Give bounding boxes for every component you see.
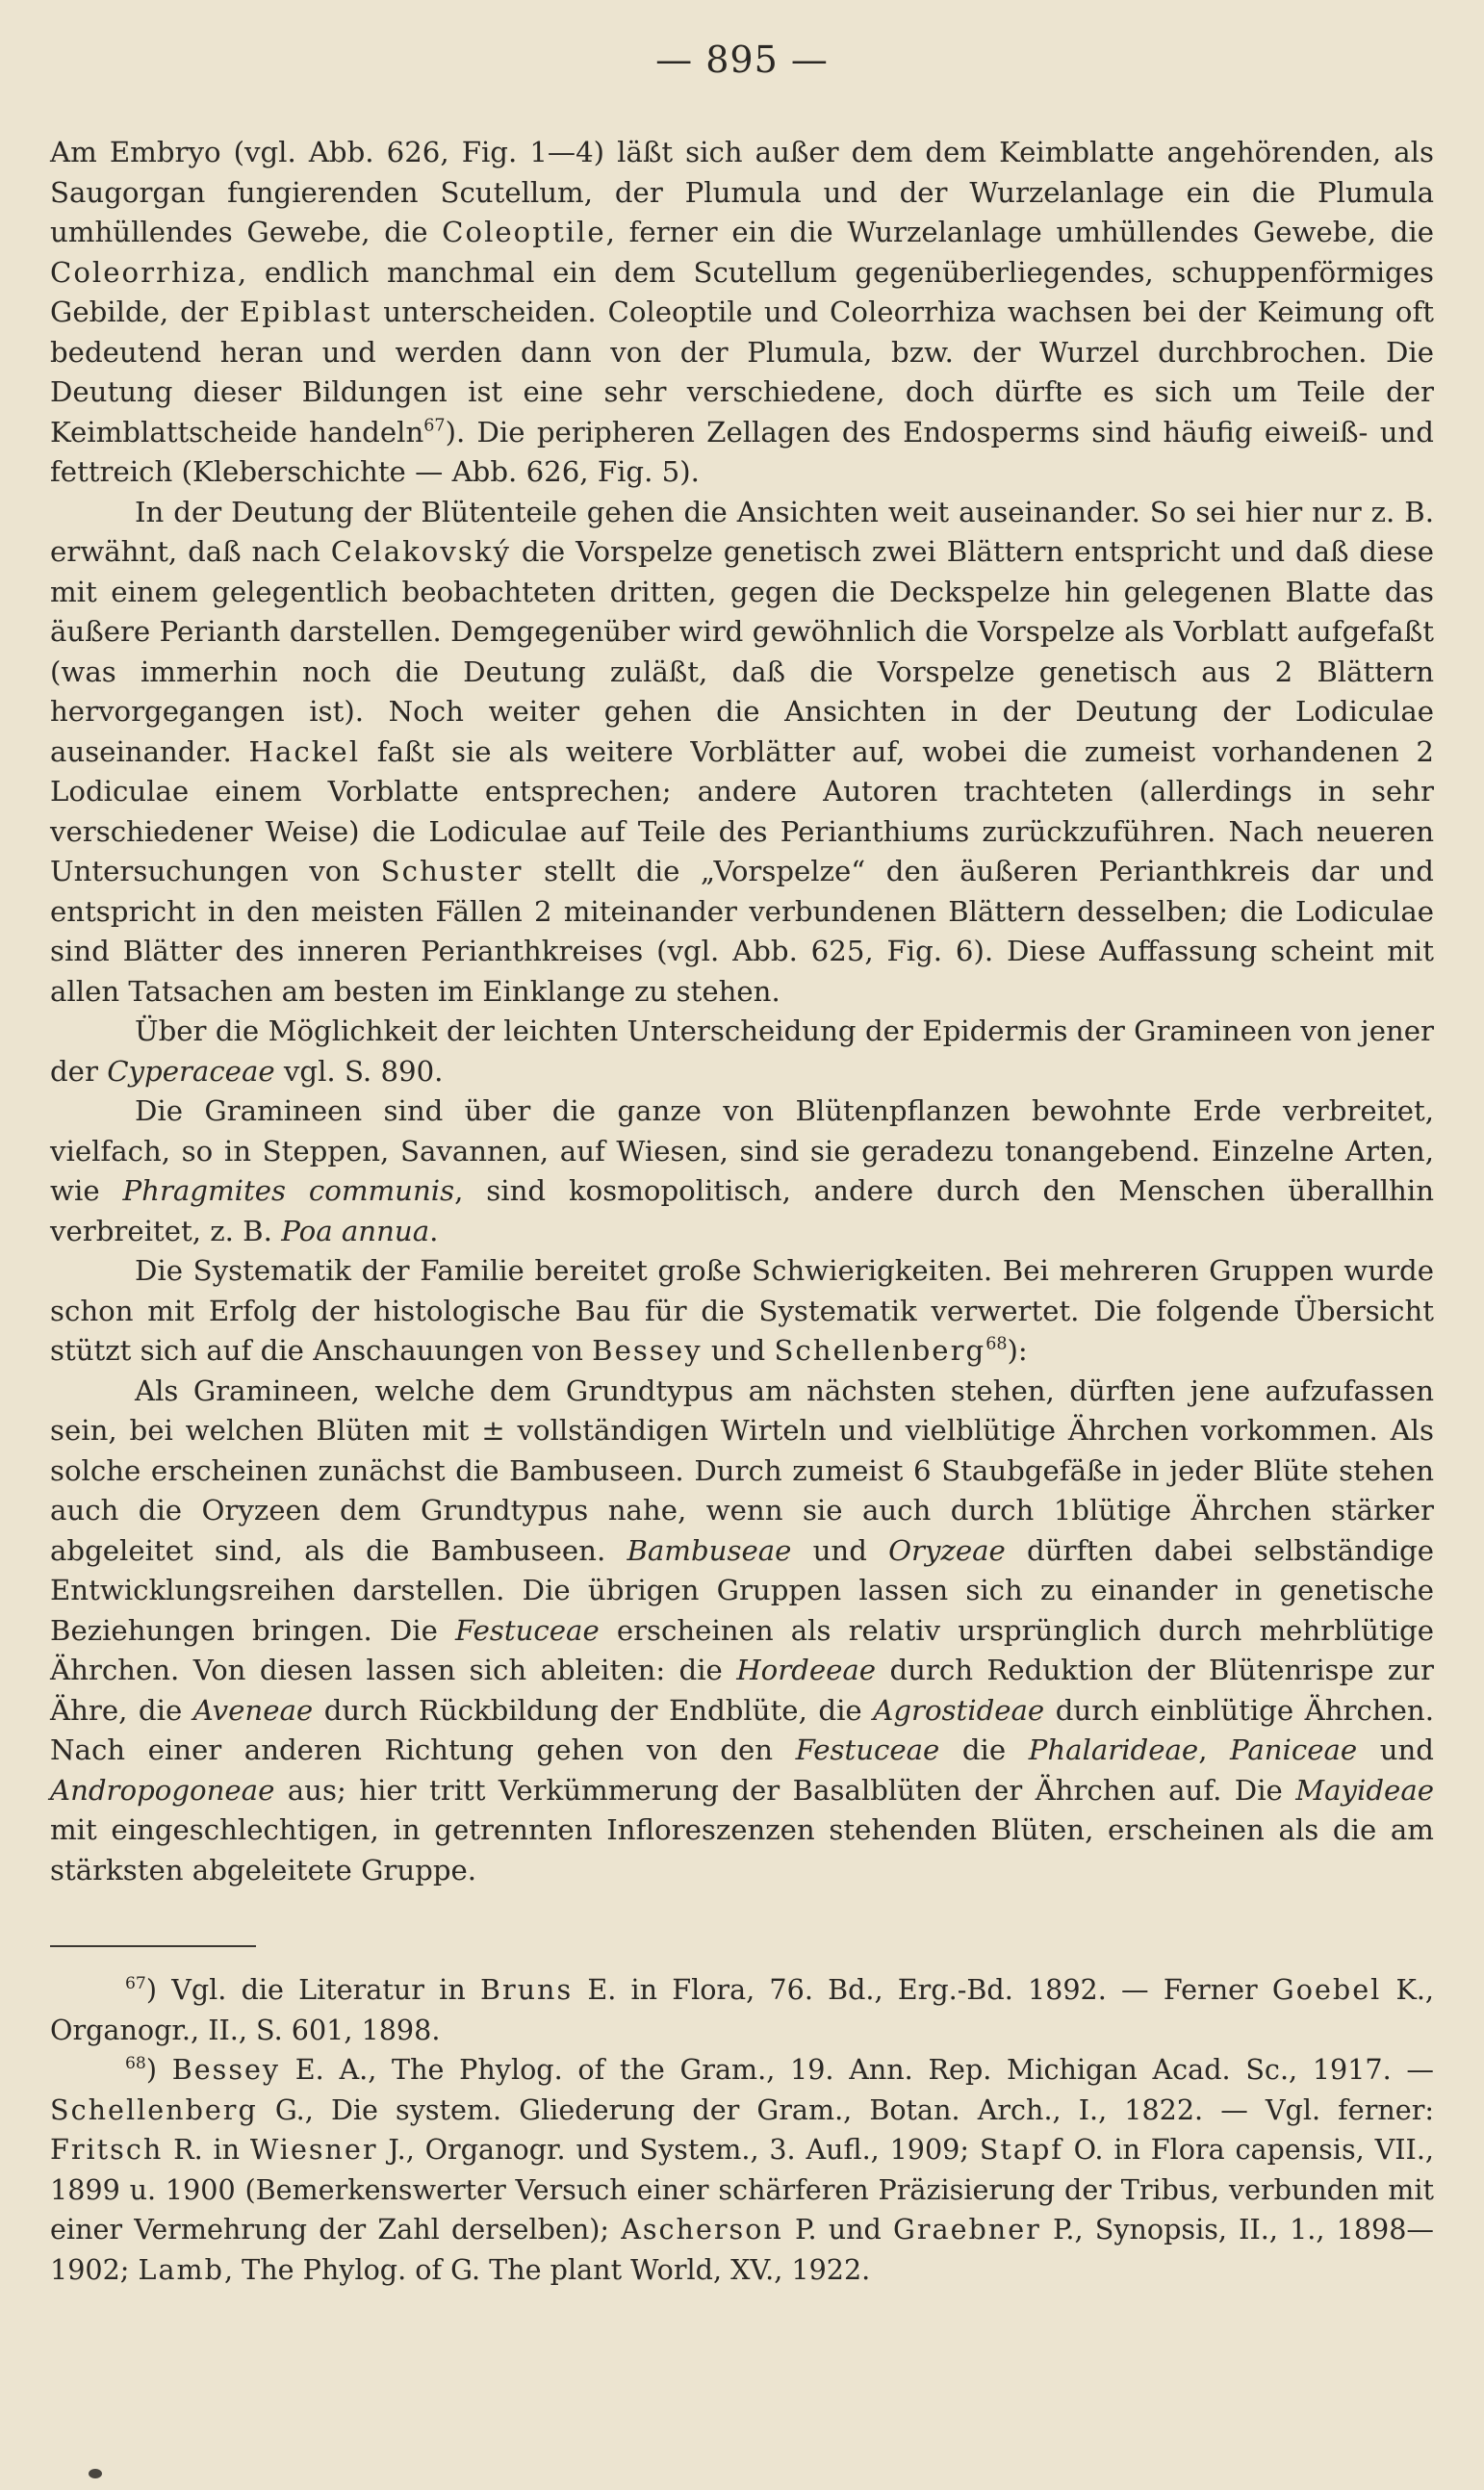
italic-term: Bambuseae [627, 1533, 792, 1567]
author-name: Fritsch [50, 2133, 164, 2166]
author-name: Lamb [138, 2252, 224, 2286]
text-run: G., Die system. Gliederung der Gram., Botan. Arch., I., 1822. — Vgl. ferner: [257, 2092, 1434, 2126]
text-run: , sind kosmopolitisch, andere durch den Menschen überallhin verbreitet, z. B. [50, 1174, 1434, 1247]
paragraph-verbreitung [50, 1091, 1434, 1251]
text-run: stellt die „Vorspelze“ den äußeren Perianthkreis dar und entspricht in den meisten Fällen 2 miteinander verbundenen Blättern desselben; die Lodiculae sind Blätter des inneren Perianthkreises (vgl. Abb. 625, Fig. 6). Diese Auffassung scheint mit allen Tatsachen am besten im Einklange zu stehen. [50, 855, 1434, 1008]
text-run: dürften dabei selbständige Entwicklungsreihen darstellen. Die übrigen Gruppen lassen sich zu einander in genetische Beziehungen bringen. Die [50, 1533, 1434, 1647]
author-name: Bessey [592, 1334, 703, 1367]
paragraph-bluetenteile [50, 493, 1434, 1013]
text-run: durch einblütige Ährchen. Nach einer anderen Richtung gehen von den [50, 1693, 1434, 1766]
text-run: K., Organogr., II., S. 601, 1898. [50, 1973, 1435, 2046]
author-name: Hackel [248, 734, 361, 768]
text-run: erscheinen als relativ ursprünglich durch mehrblütige Ährchen. Von diesen lassen sich ableiten: die [50, 1613, 1434, 1686]
italic-term: Hordeeae [736, 1654, 877, 1686]
text-run: Die Systematik der Familie bereitet große Schwierigkeiten. Bei mehreren Gruppen wurde schon mit Erfolg der histologische Bau für die Systematik verwertet. Die folgende Übersicht stützt sich auf die Anschauungen von [50, 1254, 1434, 1367]
italic-term: Poa annua [281, 1214, 430, 1247]
text-run: mit eingeschlechtigen, in getrennten Infloreszenzen stehenden Blüten, erscheinen als die am stärksten abgeleitete Gruppe. [50, 1813, 1434, 1887]
paragraph-systematik [50, 1251, 1434, 1372]
text-run: die Vorspelze genetisch zwei Blättern entspricht und daß diese mit einem gelegentlich beobachteten dritten, gegen die Deckspelze hin gelegenen Blatte das äußere Perianth darstellen. Demgegenüber wird gewöhnlich die Vorspelze als Vorblatt aufgefaßt (was immerhin noch die Deutung zuläßt, daß die Vorspelze genetisch aus 2 Blättern hervorgegangen ist). Noch weiter gehen die Ansichten in der Deutung der Lodiculae auseinander. [50, 535, 1434, 768]
author-name: Wiesner [249, 2133, 378, 2166]
author-name: Coleoptile [442, 216, 606, 248]
author-name: Coleorrhiza [50, 255, 238, 289]
text-run: P. und [782, 2213, 894, 2246]
main-text [50, 133, 1434, 1890]
text-run: und [1357, 1733, 1434, 1766]
text-run: ): [1007, 1334, 1028, 1367]
text-run: Die Gramineen sind über die ganze von Blütenpflanzen bewohnte Erde verbreitet, vielfach, so in Steppen, Savannen, auf Wiesen, sind sie geradezu tonangebend. Einzelne Arten, wie [50, 1094, 1434, 1207]
text-run: Als Gramineen, welche dem Grundtypus am nächsten stehen, dürften jene aufzufassen sein, bei welchen Blüten mit ± vollständigen Wirteln und vielblütige Ährchen vorkommen. Als solche erscheinen zunächst die Bambuseen. Durch zumeist 6 Staubgefäße in jeder Blüte stehen auch die Oryzeen dem Grundtypus nahe, wenn sie auch durch 1blütige Ährchen stärker abgeleitet sind, als die Bambuseen. [50, 1373, 1434, 1567]
text-run: Am Embryo (vgl. Abb. 626, Fig. 1—4) läßt sich außer dem dem Keimblatte angehörenden, als Saugorgan fungierenden Scutellum, der Plumula und der Wurzelanlage ein die Plumula umhüllendes Gewebe, die [50, 136, 1434, 248]
footnotes [50, 1970, 1434, 2290]
author-name: Ascherson [621, 2213, 783, 2246]
page-number: — 895 — [655, 39, 829, 81]
text-run: , [1198, 1733, 1231, 1766]
italic-term: Festuceae [795, 1733, 940, 1766]
footnote-ref: 67 [125, 1973, 146, 1993]
paragraph-epidermis [50, 1012, 1434, 1091]
italic-term: Phragmites communis [122, 1174, 455, 1207]
text-run: O. in Flora capensis, VII., 1899 u. 1900 (Bemerkenswerter Versuch einer schärferen Präzisierung der Tribus, verbunden mit einer Vermehrung der Zahl derselben); [50, 2133, 1434, 2246]
author-name: Goebel [1271, 1973, 1382, 2006]
paper-speck [89, 2469, 102, 2478]
author-name: Bessey [171, 2053, 281, 2086]
italic-term: Festuceae [454, 1613, 600, 1647]
paragraph-grundtypus [50, 1372, 1434, 1891]
author-name: Schellenberg [50, 2092, 258, 2126]
text-run: , endlich manchmal ein dem Scutellum gegenüberliegendes, schuppenförmiges Gebilde, der [50, 255, 1434, 328]
footnote-67 [50, 1970, 1434, 2050]
text-run: unterscheiden. Coleoptile und Coleorrhiza wachsen bei der Keimung oft bedeutend heran und werden dann von der Plumula, bzw. der Wurzel durchbrochen. Die Deutung dieser Bildungen ist eine sehr verschiedene, doch dürfte es sich um Teile der Keimblattscheide handeln [50, 295, 1434, 449]
footnote-68 [50, 2050, 1434, 2290]
text-run: die [939, 1733, 1029, 1766]
footnote-ref: 68 [985, 1334, 1008, 1354]
text-run: durch Reduktion der Blütenrispe zur Ähre, die [50, 1654, 1434, 1727]
text-run: . [429, 1214, 439, 1247]
text-run: E. A., The Phylog. of the Gram., 19. Ann. Rep. Michigan Acad. Sc., 1917. — [280, 2053, 1434, 2086]
text-run: In der Deutung der Blütenteile gehen die Ansichten weit auseinander. So sei hier nur z. B. erwähnt, daß nach [50, 495, 1434, 568]
text-run: Über die Möglichkeit der leichten Unterscheidung der Epidermis der Gramineen von jener der [50, 1014, 1434, 1088]
text-run: und [702, 1334, 775, 1367]
italic-term: Paniceae [1230, 1733, 1358, 1766]
italic-term: Oryzeae [888, 1533, 1006, 1567]
author-name: Schellenberg [774, 1334, 986, 1367]
text-run: und [791, 1533, 889, 1567]
author-name: Stapf [979, 2133, 1063, 2166]
author-name: Schuster [380, 855, 524, 887]
text-run: faßt sie als weitere Vorblätter auf, wobei die zumeist vorhandenen 2 Lodiculae einem Vorblatte entsprechen; andere Autoren trachteten (allerdings in sehr verschiedener Weise) die Lodiculae auf Teile des Perianthiums zurückzuführen. Nach neueren Untersuchungen von [50, 734, 1434, 887]
italic-term: Andropogoneae [50, 1773, 275, 1807]
author-name: Celakovský [330, 535, 512, 568]
text-run: ) Vgl. die Literatur in [145, 1973, 480, 2006]
text-run: aus; hier tritt Verkümmerung der Basalblüten der Ährchen auf. Die [274, 1773, 1296, 1807]
text-run: , The Phylog. of G. The plant World, XV., 1922. [223, 2252, 871, 2286]
text-run: ) [145, 2053, 172, 2086]
text-run: vgl. S. 890. [274, 1054, 444, 1088]
italic-term: Cyperaceae [107, 1054, 275, 1088]
text-run: , ferner ein die Wurzelanlage umhüllendes Gewebe, die [605, 216, 1434, 248]
italic-term: Agrostideae [873, 1693, 1045, 1727]
text-run: R. in [163, 2133, 250, 2166]
text-run: P., Synopsis, II., 1., 1898—1902; [50, 2213, 1435, 2286]
footnote-divider [50, 1945, 256, 1947]
text-run: durch Rückbildung der Endblüte, die [313, 1693, 874, 1727]
footnote-ref: 67 [423, 416, 446, 436]
text-run: E. in Flora, 76. Bd., Erg.-Bd. 1892. — Ferner [573, 1973, 1272, 2006]
italic-term: Mayideae [1295, 1773, 1434, 1807]
author-name: Bruns [479, 1973, 574, 2006]
text-run: ). Die peripheren Zellagen des Endosperms sind häufig eiweiß- und fettreich (Kleberschichte — Abb. 626, Fig. 5). [50, 415, 1434, 488]
paragraph-embryo [50, 133, 1434, 493]
text-run: J., Organogr. und System., 3. Aufl., 1909; [377, 2133, 980, 2166]
author-name: Epiblast [239, 295, 372, 328]
italic-term: Phalarideae [1028, 1733, 1199, 1766]
italic-term: Aveneae [192, 1693, 314, 1727]
footnote-ref: 68 [125, 2053, 146, 2073]
author-name: Graebner [893, 2213, 1041, 2246]
